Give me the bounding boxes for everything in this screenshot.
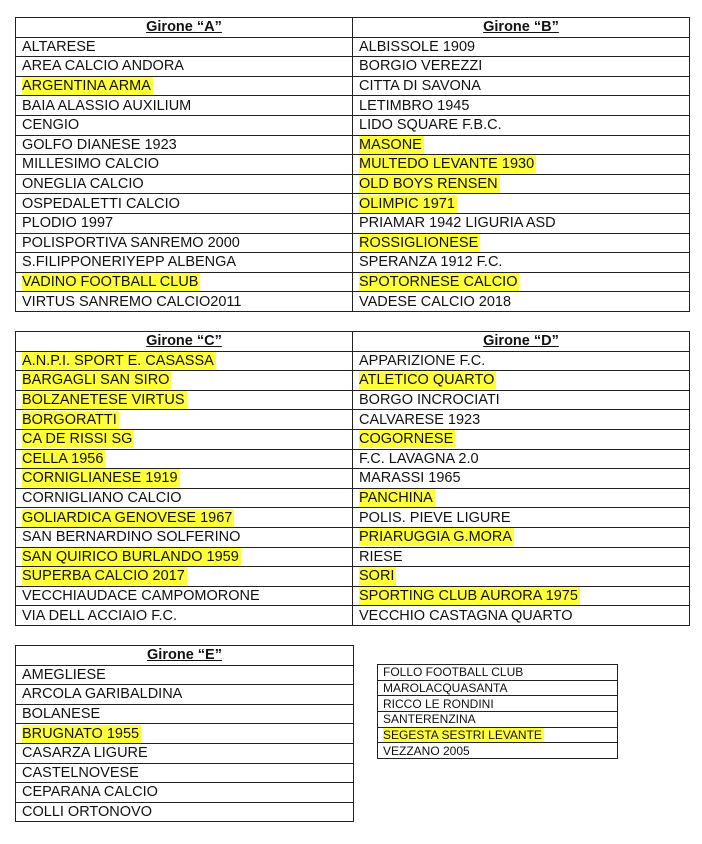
- table-row: [16, 155, 690, 175]
- team-cell: [378, 727, 618, 743]
- team-cell: [353, 488, 690, 508]
- team-name: AREA CALCIO ANDORA: [22, 58, 184, 75]
- team-name: PRIAMAR 1942 LIGURIA ASD: [359, 215, 556, 232]
- team-cell: [16, 351, 353, 371]
- team-name-highlighted: ATLETICO QUARTO: [359, 372, 495, 389]
- team-name: MILLESIMO CALCIO: [22, 156, 159, 173]
- team-name: ARCOLA GARIBALDINA: [22, 686, 183, 703]
- team-cell: [353, 390, 690, 410]
- team-cell: [16, 449, 353, 469]
- team-cell: [353, 233, 690, 253]
- team-cell: [353, 469, 690, 489]
- team-name-highlighted: BRUGNATO 1955: [22, 725, 140, 742]
- team-cell: [353, 508, 690, 528]
- table-row: [16, 253, 690, 273]
- table-row: [16, 57, 690, 77]
- team-cell: [16, 233, 353, 253]
- group-b-header: Girone “B”: [353, 18, 690, 38]
- team-cell: [353, 527, 690, 547]
- table-row: [16, 429, 690, 449]
- team-cell: [16, 802, 354, 822]
- table-row: [16, 194, 690, 214]
- table-row: [16, 547, 690, 567]
- table-row: [16, 665, 354, 685]
- team-cell: [16, 115, 353, 135]
- team-name-highlighted: CORNIGLIANESE 1919: [22, 470, 178, 487]
- team-name-highlighted: A.N.P.I. SPORT E. CASASSA: [22, 352, 214, 369]
- table-row: [16, 802, 354, 822]
- table-row: [16, 567, 690, 587]
- table-row: [16, 37, 690, 57]
- table-row: [16, 586, 690, 606]
- team-name: CEPARANA CALCIO: [22, 784, 158, 801]
- team-cell: [16, 724, 354, 744]
- team-name-highlighted: SORI: [359, 568, 395, 585]
- team-cell: [16, 685, 354, 705]
- table-row: [378, 712, 618, 728]
- team-cell: [16, 763, 354, 783]
- groups-c-d-table: [15, 331, 690, 626]
- team-name-highlighted: ARGENTINA ARMA: [22, 78, 151, 95]
- table-row: [16, 371, 690, 391]
- team-cell: [353, 292, 690, 312]
- team-name-highlighted: SAN QUIRICO BURLANDO 1959: [22, 548, 239, 565]
- team-cell: [16, 567, 353, 587]
- team-name-highlighted: CELLA 1956: [22, 450, 104, 467]
- team-name: LETIMBRO 1945: [359, 97, 470, 114]
- team-cell: [16, 586, 353, 606]
- team-name: BORGIO VEREZZI: [359, 58, 483, 75]
- team-name: VECCHIAUDACE CAMPOMORONE: [22, 588, 260, 605]
- team-name: VIA DELL ACCIAIO F.C.: [22, 607, 177, 624]
- team-cell: [353, 37, 690, 57]
- team-name: CASTELNOVESE: [22, 764, 139, 781]
- team-name-highlighted: PRIARUGGIA G.MORA: [359, 529, 513, 546]
- team-cell: [353, 449, 690, 469]
- team-name: MAROLACQUASANTA: [383, 681, 508, 696]
- table-row: [16, 527, 690, 547]
- table-row: [16, 606, 690, 626]
- team-name: POLIS. PIEVE LIGURE: [359, 509, 511, 526]
- team-name-highlighted: MULTEDO LEVANTE 1930: [359, 156, 535, 173]
- team-name-highlighted: CA DE RISSI SG: [22, 431, 133, 448]
- team-cell: [378, 712, 618, 728]
- team-cell: [353, 567, 690, 587]
- extra-teams-table: [377, 664, 618, 759]
- team-name: SANTERENZINA: [383, 712, 476, 727]
- team-name: BOLANESE: [22, 706, 101, 723]
- team-cell: [16, 213, 353, 233]
- group-d-header: Girone “D”: [353, 332, 690, 352]
- team-cell: [16, 508, 353, 528]
- team-name: SPERANZA 1912 F.C.: [359, 254, 503, 271]
- table-row: [16, 76, 690, 96]
- team-cell: [16, 155, 353, 175]
- team-cell: [353, 371, 690, 391]
- team-cell: [16, 743, 354, 763]
- team-cell: [16, 194, 353, 214]
- table-row: [16, 272, 690, 292]
- team-cell: [353, 76, 690, 96]
- team-name: RIESE: [359, 548, 403, 565]
- team-cell: [353, 547, 690, 567]
- team-cell: [353, 429, 690, 449]
- team-cell: [353, 155, 690, 175]
- team-cell: [378, 680, 618, 696]
- team-name: POLISPORTIVA SANREMO 2000: [22, 234, 240, 251]
- team-cell: [16, 135, 353, 155]
- table-row: [16, 135, 690, 155]
- table-row: [16, 292, 690, 312]
- team-cell: [16, 76, 353, 96]
- team-cell: [16, 429, 353, 449]
- team-name: LIDO SQUARE F.B.C.: [359, 117, 502, 134]
- team-cell: [16, 390, 353, 410]
- table-row: [378, 727, 618, 743]
- team-cell: [16, 547, 353, 567]
- team-cell: [353, 606, 690, 626]
- table-row: [16, 115, 690, 135]
- team-name: ALBISSOLE 1909: [359, 38, 476, 55]
- team-name-highlighted: VADINO FOOTBALL CLUB: [22, 274, 199, 291]
- team-name-highlighted: PANCHINA: [359, 490, 433, 507]
- table-row: [378, 665, 618, 681]
- table-row: [16, 390, 690, 410]
- team-cell: [353, 213, 690, 233]
- team-name: VEZZANO 2005: [383, 743, 470, 758]
- team-name-highlighted: BOLZANETESE VIRTUS: [22, 392, 185, 409]
- table-row: [16, 704, 354, 724]
- team-name-highlighted: OLIMPIC 1971: [359, 195, 455, 212]
- team-name-highlighted: SUPERBA CALCIO 2017: [22, 568, 185, 585]
- group-c-header: Girone “C”: [16, 332, 353, 352]
- table-row: [16, 469, 690, 489]
- team-name: FOLLO FOOTBALL CLUB: [383, 665, 524, 680]
- team-name: COLLI ORTONOVO: [22, 804, 152, 821]
- table-row: [378, 680, 618, 696]
- team-cell: [16, 37, 353, 57]
- team-name: CASARZA LIGURE: [22, 745, 148, 762]
- team-cell: [353, 194, 690, 214]
- team-name: SAN BERNARDINO SOLFERINO: [22, 529, 241, 546]
- team-name: ONEGLIA CALCIO: [22, 176, 144, 193]
- table-row: [16, 724, 354, 744]
- team-cell: [378, 665, 618, 681]
- team-cell: [16, 253, 353, 273]
- table-row: [378, 743, 618, 759]
- team-name: VADESE CALCIO 2018: [359, 293, 512, 310]
- group-a-header: Girone “A”: [16, 18, 353, 38]
- table-row: [16, 410, 690, 430]
- table-row: [16, 488, 690, 508]
- team-name: CITTA DI SAVONA: [359, 78, 481, 95]
- team-cell: [16, 410, 353, 430]
- team-name-highlighted: SEGESTA SESTRI LEVANTE: [383, 728, 542, 743]
- team-name: PLODIO 1997: [22, 215, 114, 232]
- team-cell: [16, 371, 353, 391]
- team-name: BAIA ALASSIO AUXILIUM: [22, 97, 192, 114]
- team-name-highlighted: BORGORATTI: [22, 411, 117, 428]
- team-name: AMEGLIESE: [22, 666, 106, 683]
- team-cell: [16, 292, 353, 312]
- team-name: VECCHIO CASTAGNA QUARTO: [359, 607, 573, 624]
- group-e-header: Girone “E”: [16, 646, 354, 666]
- team-name-highlighted: SPOTORNESE CALCIO: [359, 274, 518, 291]
- team-cell: [16, 704, 354, 724]
- table-row: [16, 783, 354, 803]
- team-cell: [378, 743, 618, 759]
- team-cell: [378, 696, 618, 712]
- team-cell: [353, 96, 690, 116]
- team-name-highlighted: MASONE: [359, 136, 422, 153]
- team-cell: [16, 606, 353, 626]
- team-name-highlighted: COGORNESE: [359, 431, 454, 448]
- team-name: CALVARESE 1923: [359, 411, 481, 428]
- table-row: [16, 743, 354, 763]
- team-name-highlighted: BARGAGLI SAN SIRO: [22, 372, 170, 389]
- team-cell: [353, 272, 690, 292]
- team-name: OSPEDALETTI CALCIO: [22, 195, 180, 212]
- team-cell: [16, 488, 353, 508]
- team-name: S.FILIPPONERIYEPP ALBENGA: [22, 254, 237, 271]
- team-cell: [353, 410, 690, 430]
- team-cell: [353, 586, 690, 606]
- team-name: F.C. LAVAGNA 2.0: [359, 450, 479, 467]
- team-name: RICCO LE RONDINI: [383, 696, 494, 711]
- team-cell: [16, 527, 353, 547]
- team-cell: [16, 57, 353, 77]
- team-cell: [16, 96, 353, 116]
- groups-a-b-table: [15, 17, 690, 312]
- team-name: GOLFO DIANESE 1923: [22, 136, 177, 153]
- table-row: [16, 213, 690, 233]
- team-cell: [353, 57, 690, 77]
- table-row: [16, 449, 690, 469]
- team-cell: [16, 174, 353, 194]
- table-row: [16, 508, 690, 528]
- team-cell: [16, 665, 354, 685]
- team-name: CORNIGLIANO CALCIO: [22, 490, 182, 507]
- table-row: [16, 233, 690, 253]
- team-name: APPARIZIONE F.C.: [359, 352, 486, 369]
- team-name: CENGIO: [22, 117, 80, 134]
- team-name: MARASSI 1965: [359, 470, 461, 487]
- team-cell: [16, 783, 354, 803]
- table-row: [16, 685, 354, 705]
- table-row: [16, 763, 354, 783]
- team-cell: [353, 135, 690, 155]
- table-row: [378, 696, 618, 712]
- team-cell: [353, 115, 690, 135]
- table-row: [16, 96, 690, 116]
- team-cell: [16, 272, 353, 292]
- team-name: VIRTUS SANREMO CALCIO2011: [22, 293, 242, 310]
- team-name: BORGO INCROCIATI: [359, 392, 500, 409]
- team-name-highlighted: GOLIARDICA GENOVESE 1967: [22, 509, 233, 526]
- team-name-highlighted: SPORTING CLUB AURORA 1975: [359, 588, 578, 605]
- team-cell: [353, 351, 690, 371]
- group-e-table: [15, 645, 354, 822]
- team-cell: [353, 174, 690, 194]
- table-row: [16, 174, 690, 194]
- team-cell: [353, 253, 690, 273]
- team-name-highlighted: ROSSIGLIONESE: [359, 234, 479, 251]
- team-cell: [16, 469, 353, 489]
- team-name: ALTARESE: [22, 38, 96, 55]
- table-row: [16, 351, 690, 371]
- team-name-highlighted: OLD BOYS RENSEN: [359, 176, 498, 193]
